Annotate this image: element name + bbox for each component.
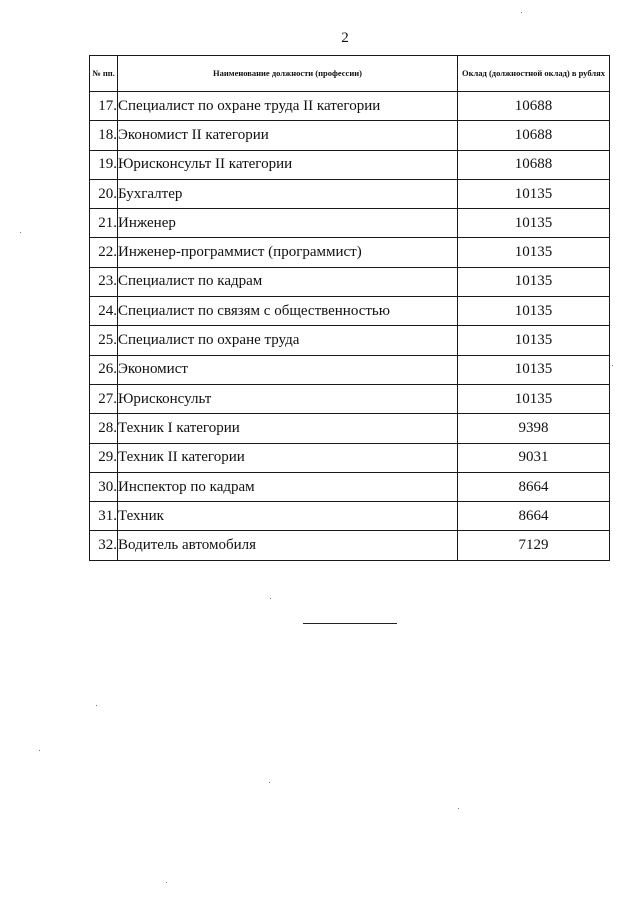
row-number: 23. — [90, 267, 118, 296]
table-row — [90, 267, 610, 296]
row-salary: 9398 — [458, 414, 610, 443]
header-number: № пп. — [90, 56, 118, 92]
row-position-name: Техник — [118, 502, 458, 531]
row-salary: 10688 — [458, 121, 610, 150]
scan-speck — [270, 598, 271, 599]
row-position-name: Техник I категории — [118, 414, 458, 443]
scan-speck — [39, 750, 40, 751]
row-number: 18. — [90, 121, 118, 150]
row-position-name: Специалист по кадрам — [118, 267, 458, 296]
row-number: 17. — [90, 92, 118, 121]
row-number: 29. — [90, 443, 118, 472]
row-salary: 8664 — [458, 472, 610, 501]
table-row — [90, 355, 610, 384]
table-row — [90, 443, 610, 472]
scan-speck — [612, 365, 613, 366]
row-position-name: Экономист — [118, 355, 458, 384]
row-position-name: Специалист по охране труда II категории — [118, 92, 458, 121]
header-salary: Оклад (должностной оклад) в рублях — [458, 56, 610, 92]
row-position-name: Инженер — [118, 209, 458, 238]
row-position-name: Юрисконсульт — [118, 384, 458, 413]
row-number: 28. — [90, 414, 118, 443]
table-row — [90, 209, 610, 238]
scan-speck — [166, 882, 167, 883]
table-row — [90, 92, 610, 121]
scan-speck — [96, 705, 97, 706]
table-row — [90, 121, 610, 150]
row-position-name: Бухгалтер — [118, 179, 458, 208]
row-number: 22. — [90, 238, 118, 267]
row-salary: 10135 — [458, 179, 610, 208]
salary-table — [89, 55, 610, 561]
scan-speck — [521, 12, 522, 13]
row-number: 21. — [90, 209, 118, 238]
row-salary: 10135 — [458, 326, 610, 355]
row-position-name: Водитель автомобиля — [118, 531, 458, 560]
header-position-name: Наименование должности (профессии) — [118, 56, 458, 92]
table-row — [90, 326, 610, 355]
row-salary: 9031 — [458, 443, 610, 472]
row-salary: 10135 — [458, 209, 610, 238]
row-number: 30. — [90, 472, 118, 501]
row-number: 32. — [90, 531, 118, 560]
page-number: 2 — [341, 30, 349, 46]
row-position-name: Специалист по связям с общественностью — [118, 297, 458, 326]
scan-speck — [269, 782, 270, 783]
table-row — [90, 531, 610, 560]
row-salary: 7129 — [458, 531, 610, 560]
row-number: 31. — [90, 502, 118, 531]
row-salary: 10688 — [458, 92, 610, 121]
row-salary: 8664 — [458, 502, 610, 531]
table-row — [90, 297, 610, 326]
row-position-name: Экономист II категории — [118, 121, 458, 150]
row-position-name: Юрисконсульт II категории — [118, 150, 458, 179]
table-row — [90, 238, 610, 267]
row-position-name: Специалист по охране труда — [118, 326, 458, 355]
row-number: 19. — [90, 150, 118, 179]
table-row — [90, 502, 610, 531]
row-salary: 10688 — [458, 150, 610, 179]
scan-speck — [20, 232, 21, 233]
row-number: 25. — [90, 326, 118, 355]
row-salary: 10135 — [458, 355, 610, 384]
header-row — [90, 56, 610, 92]
row-position-name: Инженер-программист (программист) — [118, 238, 458, 267]
table-row — [90, 179, 610, 208]
scan-speck — [458, 808, 459, 809]
row-salary: 10135 — [458, 238, 610, 267]
row-number: 24. — [90, 297, 118, 326]
row-position-name: Инспектор по кадрам — [118, 472, 458, 501]
table-header — [90, 56, 610, 92]
table-body — [90, 92, 610, 561]
row-salary: 10135 — [458, 297, 610, 326]
row-number: 27. — [90, 384, 118, 413]
table-row — [90, 472, 610, 501]
row-salary: 10135 — [458, 384, 610, 413]
row-salary: 10135 — [458, 267, 610, 296]
row-number: 20. — [90, 179, 118, 208]
row-number: 26. — [90, 355, 118, 384]
table-row — [90, 384, 610, 413]
end-of-document-line — [303, 623, 397, 624]
table-row — [90, 150, 610, 179]
table-row — [90, 414, 610, 443]
row-position-name: Техник II категории — [118, 443, 458, 472]
